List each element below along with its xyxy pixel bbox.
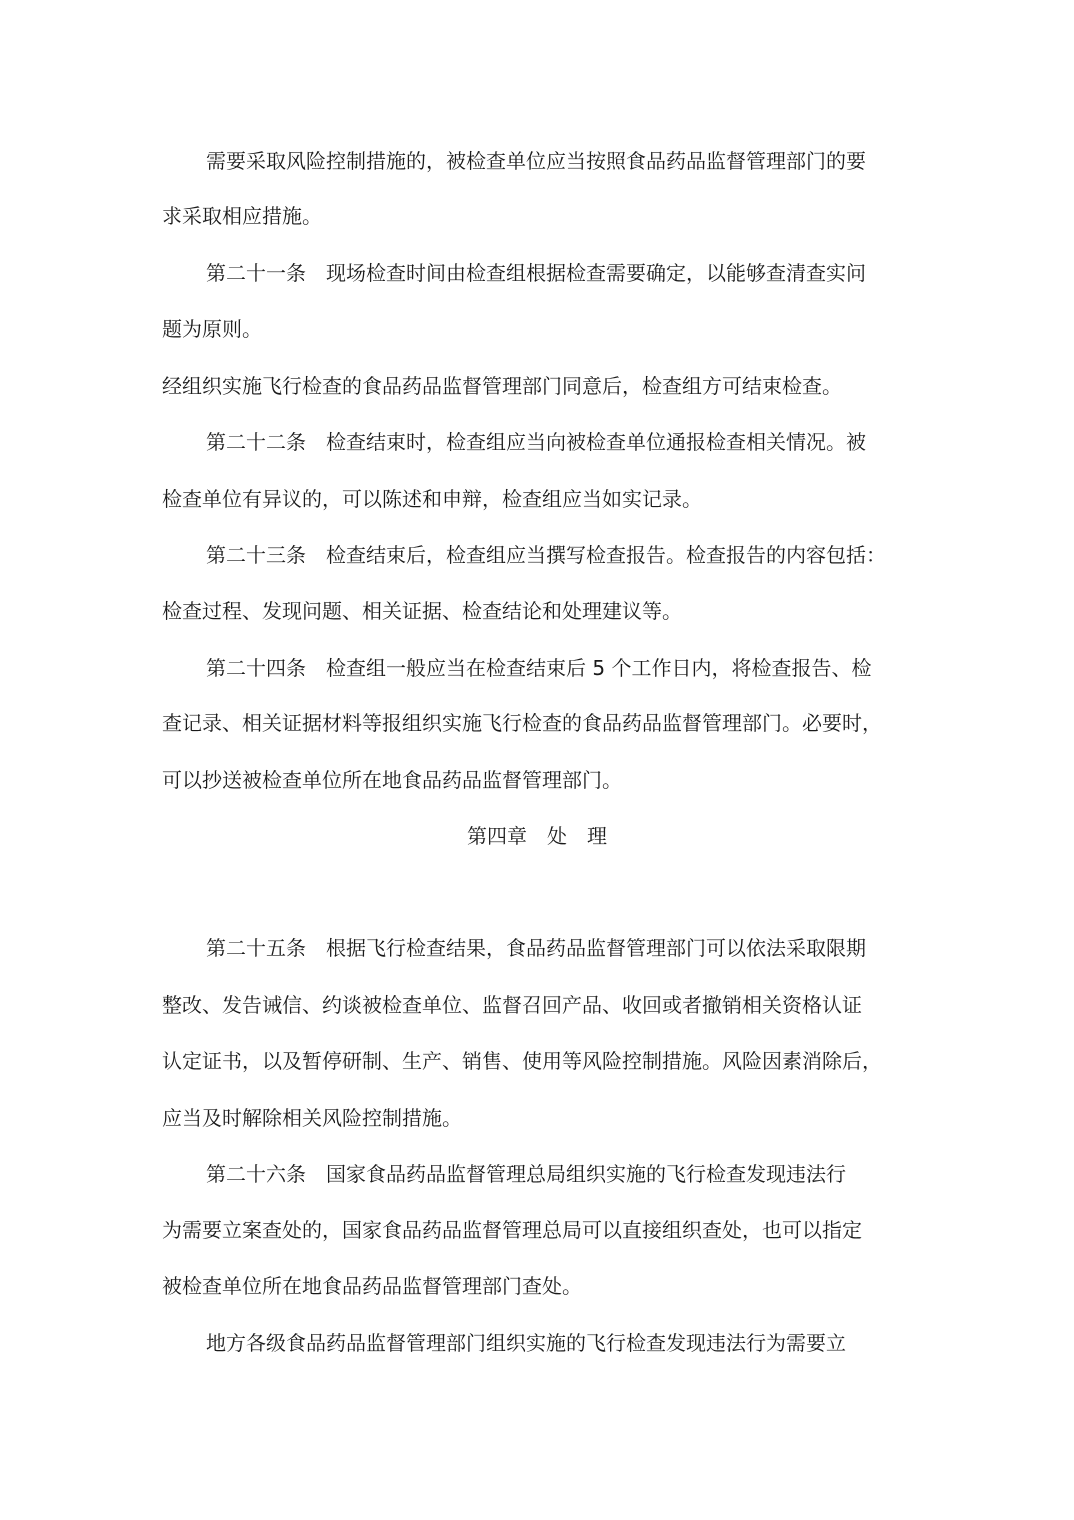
article-22-line: 第二十二条 检查结束时，检查组应当向被检查单位通报检查相关情况。被 [206,430,866,454]
article-21-line: 第二十一条 现场检查时间由检查组根据检查需要确定，以能够查清查实问 [206,261,866,285]
paragraph-line: 地方各级食品药品监督管理部门组织实施的飞行检查发现违法行为需要立 [206,1331,846,1355]
paragraph-line: 经组织实施飞行检查的食品药品监督管理部门同意后，检查组方可结束检查。 [162,374,842,398]
paragraph-line: 为需要立案查处的，国家食品药品监督管理总局可以直接组织查处，也可以指定 [162,1218,862,1242]
paragraph-line: 求采取相应措施。 [162,204,322,228]
paragraph-line: 可以抄送被检查单位所在地食品药品监督管理部门。 [162,768,622,792]
paragraph-line: 需要采取风险控制措施的，被检查单位应当按照食品药品监督管理部门的要 [206,149,866,173]
paragraph-line: 题为原则。 [162,317,262,341]
paragraph-line: 被检查单位所在地食品药品监督管理部门查处。 [162,1274,582,1298]
article-26-line: 第二十六条 国家食品药品监督管理总局组织实施的飞行检查发现违法行 [206,1162,846,1186]
paragraph-line: 检查单位有异议的，可以陈述和申辩，检查组应当如实记录。 [162,487,702,511]
chapter-heading: 第四章 处 理 [467,824,607,848]
article-25-line: 第二十五条 根据飞行检查结果，食品药品监督管理部门可以依法采取限期 [206,936,866,960]
paragraph-line: 整改、发告诫信、约谈被检查单位、监督召回产品、收回或者撤销相关资格认证 [162,993,862,1017]
paragraph-line: 检查过程、发现问题、相关证据、检查结论和处理建议等。 [162,599,682,623]
paragraph-line: 认定证书，以及暂停研制、生产、销售、使用等风险控制措施。风险因素消除后， [162,1049,882,1073]
article-24-line: 第二十四条 检查组一般应当在检查结束后 5 个工作日内，将检查报告、检 [206,656,872,680]
paragraph-line: 应当及时解除相关风险控制措施。 [162,1106,462,1130]
article-23-line: 第二十三条 检查结束后，检查组应当撰写检查报告。检查报告的内容包括： [206,543,886,567]
paragraph-line: 查记录、相关证据材料等报组织实施飞行检查的食品药品监督管理部门。必要时， [162,711,882,735]
